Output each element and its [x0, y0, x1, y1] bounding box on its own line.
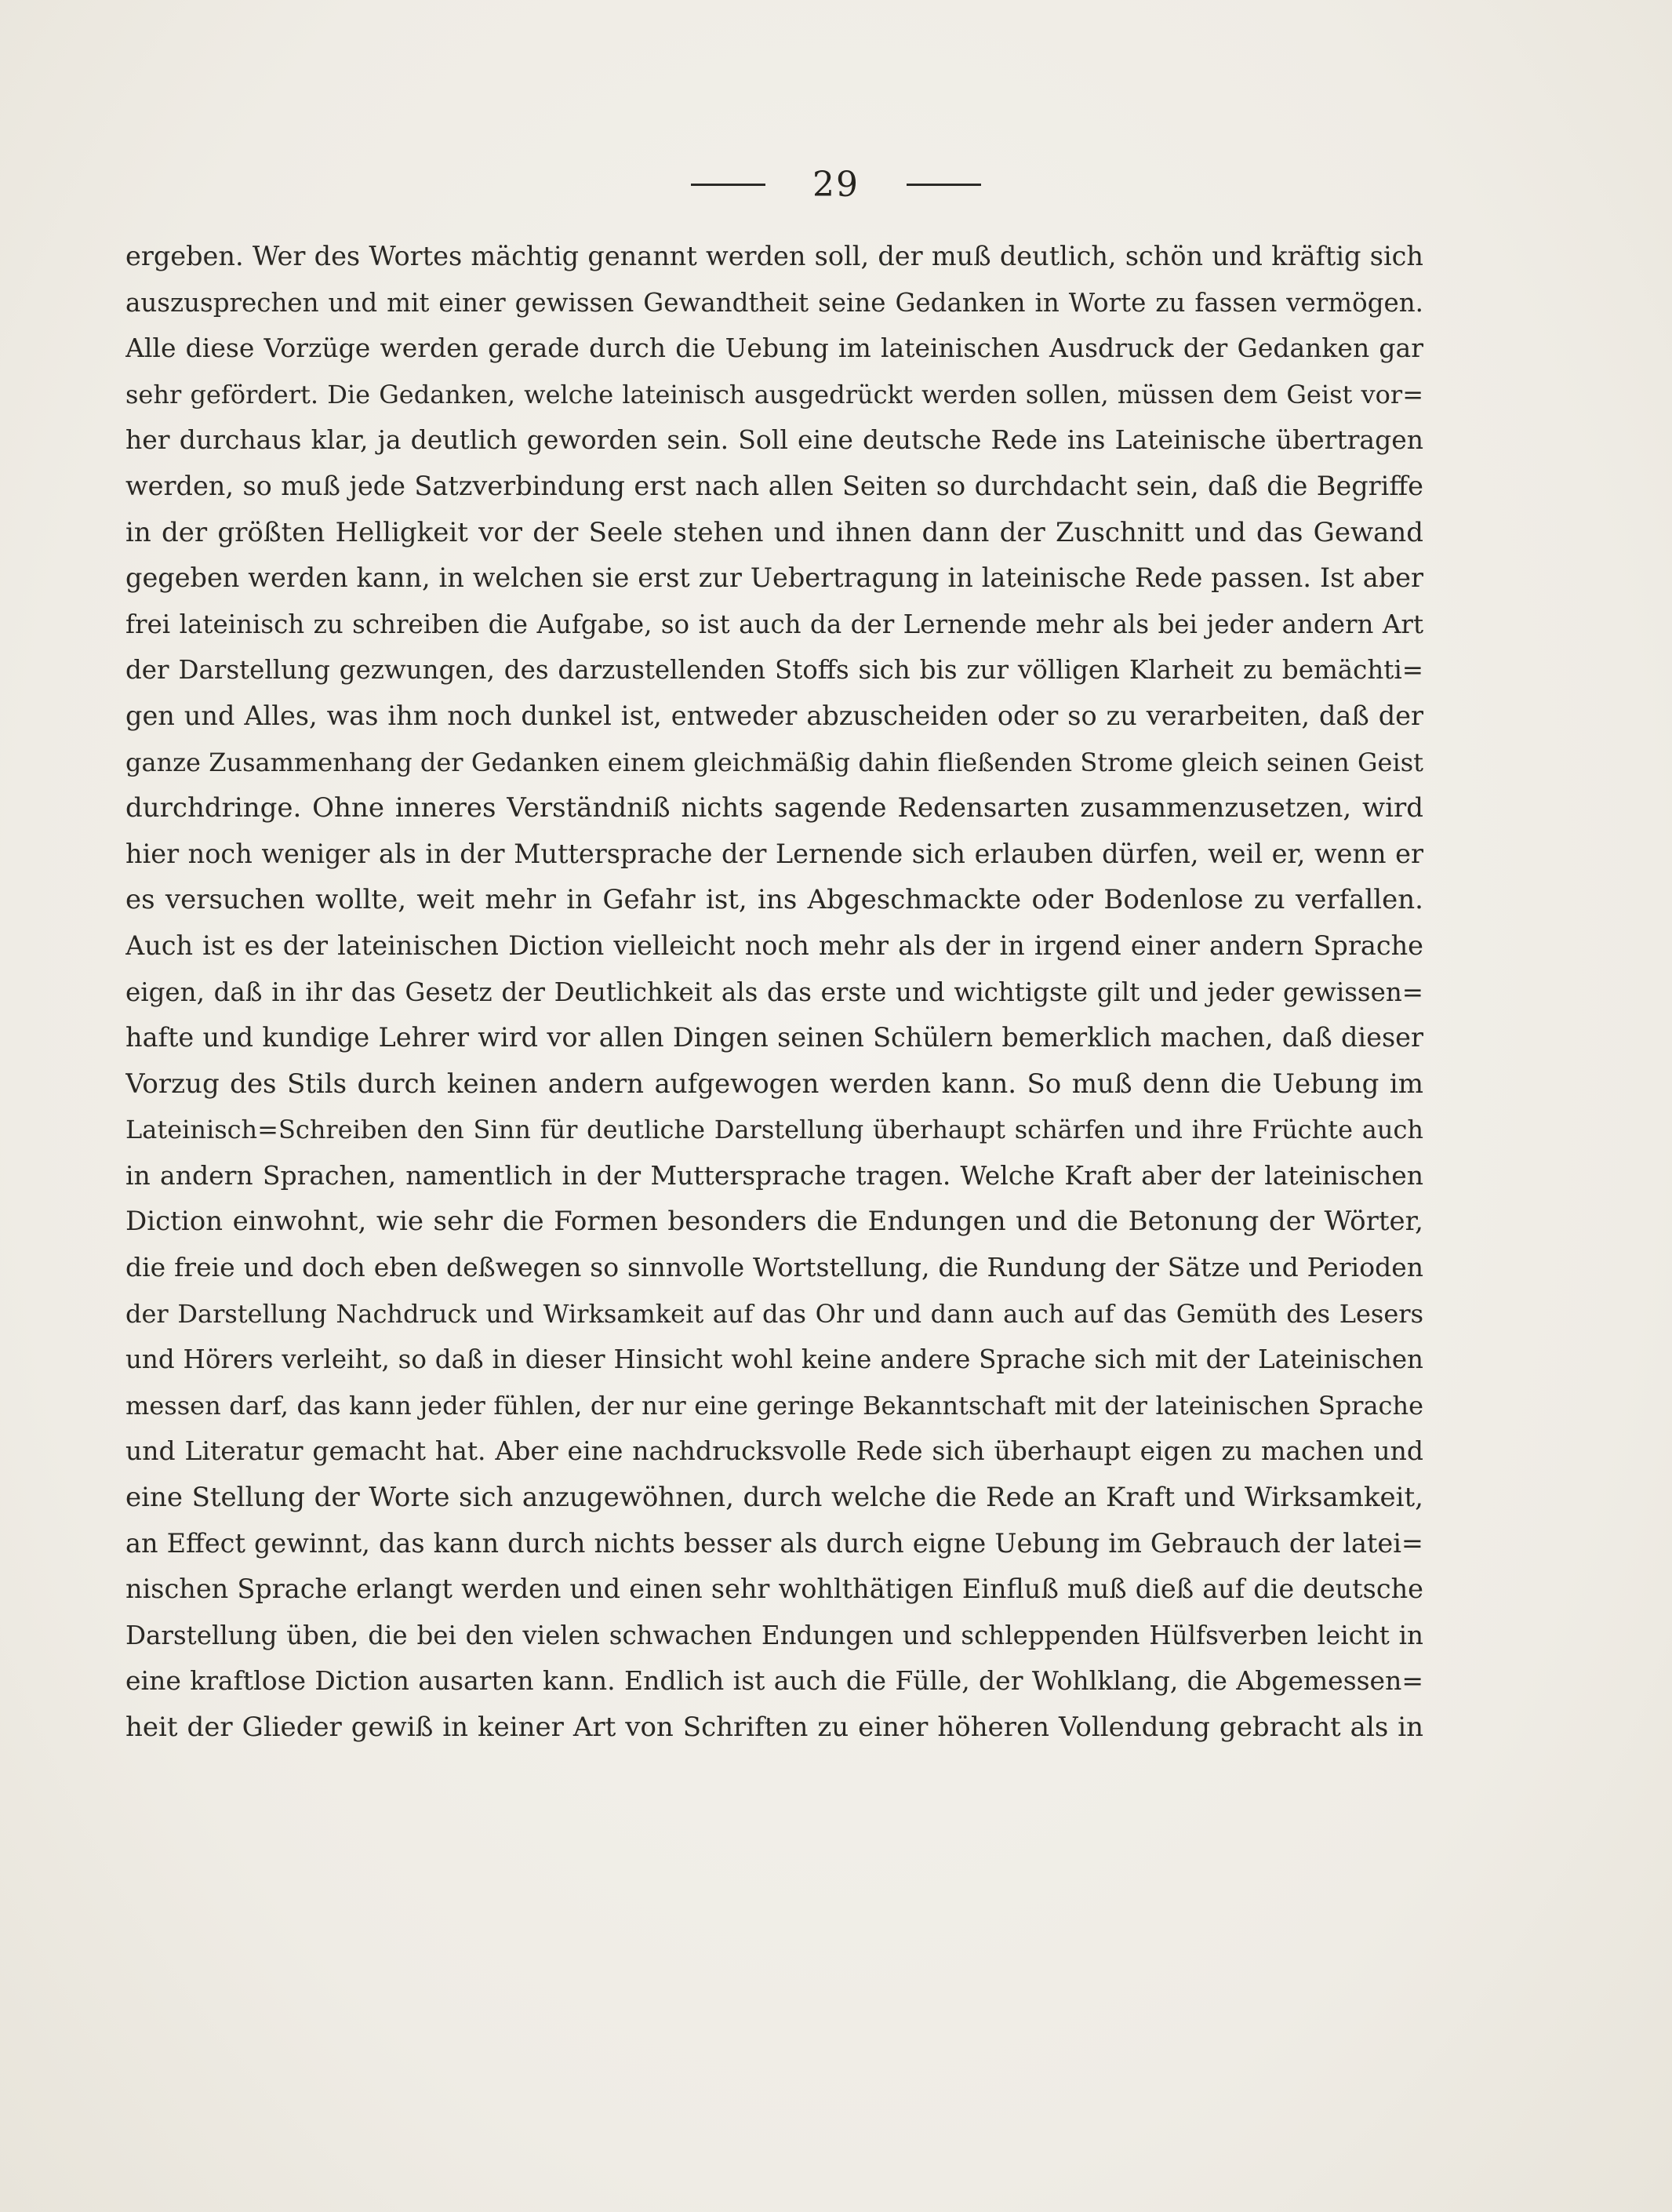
text-line: ergeben. Wer des Wortes mächtig genannt werden soll, der muß deutlich, schön und kräftig sich	[125, 241, 1423, 271]
text-line: und Hörers verleiht, so daß in dieser Hinsicht wohl keine andere Sprache sich mit der Lateinischen	[125, 1344, 1423, 1375]
text-line: werden, so muß jede Satzverbindung erst nach allen Seiten so durchdacht sein, daß die Begriffe	[125, 470, 1423, 501]
left-rule	[691, 184, 765, 186]
text-line: her durchaus klar, ja deutlich geworden sein. Soll eine deutsche Rede ins Lateinische übertragen	[125, 424, 1423, 456]
text-line: in andern Sprachen, namentlich in der Muttersprache tragen. Welche Kraft aber der lateinischen	[125, 1159, 1423, 1191]
text-line: Lateinisch=Schreiben den Sinn für deutliche Darstellung überhaupt schärfen und ihre Früchte auch	[125, 1115, 1423, 1145]
body-text	[125, 234, 1423, 1751]
text-line: eine kraftlose Diction ausarten kann. Endlich ist auch die Fülle, der Wohlklang, die Abgemessen=	[125, 1665, 1423, 1697]
text-line: sehr gefördert. Die Gedanken, welche lateinisch ausgedrückt werden sollen, müssen dem Geist vor=	[125, 379, 1423, 409]
text-line: gegeben werden kann, in welchen sie erst zur Uebertragung in lateinische Rede passen. Ist aber	[125, 562, 1423, 594]
page-header	[0, 157, 1672, 212]
text-line: nischen Sprache erlangt werden und einen sehr wohlthätigen Einfluß muß dieß auf die deutsche	[125, 1574, 1423, 1605]
text-line: frei lateinisch zu schreiben die Aufgabe, so ist auch da der Lernende mehr als bei jeder andern Art	[125, 609, 1423, 639]
text-line: Alle diese Vorzüge werden gerade durch die Uebung im lateinischen Ausdruck der Gedanken gar	[125, 333, 1423, 364]
text-line: hafte und kundige Lehrer wird vor allen Dingen seinen Schülern bemerklich machen, daß dieser	[125, 1022, 1423, 1053]
text-line: in der größten Helligkeit vor der Seele stehen und ihnen dann der Zuschnitt und das Gewand	[125, 516, 1423, 548]
text-line: Darstellung üben, die bei den vielen schwachen Endungen und schleppenden Hülfsverben leicht in	[125, 1620, 1423, 1650]
text-line: die freie und doch eben deßwegen so sinnvolle Wortstellung, die Rundung der Sätze und Perioden	[125, 1252, 1423, 1283]
text-line: ganze Zusammenhang der Gedanken einem gleichmäßig dahin fließenden Strome gleich seinen Geist	[125, 747, 1423, 777]
text-line: an Effect gewinnt, das kann durch nichts besser als durch eigne Uebung im Gebrauch der latei=	[125, 1527, 1423, 1559]
text-line: der Darstellung gezwungen, des darzustellenden Stoffs sich bis zur völligen Klarheit zu bemächti=	[125, 655, 1423, 686]
text-line: gen und Alles, was ihm noch dunkel ist, entweder abzuscheiden oder so zu verarbeiten, daß der	[125, 700, 1423, 731]
text-line: heit der Glieder gewiß in keiner Art von Schriften zu einer höheren Vollendung gebracht als in	[125, 1712, 1423, 1743]
text-line: messen darf, das kann jeder fühlen, der nur eine geringe Bekanntschaft mit der lateinischen Sprache	[125, 1390, 1423, 1421]
text-line: Vorzug des Stils durch keinen andern aufgewogen werden kann. So muß denn die Uebung im	[125, 1068, 1423, 1100]
page-number: 29	[812, 164, 860, 205]
text-line: und Literatur gemacht hat. Aber eine nachdrucksvolle Rede sich überhaupt eigen zu machen und	[125, 1435, 1423, 1467]
text-line: eine Stellung der Worte sich anzugewöhnen, durch welche die Rede an Kraft und Wirksamkeit,	[125, 1482, 1423, 1514]
text-line: durchdringe. Ohne inneres Verständniß nichts sagende Redensarten zusammenzusetzen, wird	[125, 792, 1423, 824]
text-line: auszusprechen und mit einer gewissen Gewandtheit seine Gedanken in Worte zu fassen vermögen.	[125, 287, 1423, 318]
text-line: eigen, daß in ihr das Gesetz der Deutlichkeit als das erste und wichtigste gilt und jeder gewissen=	[125, 977, 1423, 1007]
text-line: hier noch weniger als in der Muttersprache der Lernende sich erlauben dürfen, weil er, wenn er	[125, 838, 1423, 869]
text-line: es versuchen wollte, weit mehr in Gefahr ist, ins Abgeschmackte oder Bodenlose zu verfallen.	[125, 884, 1423, 916]
right-rule	[907, 184, 981, 186]
text-line: Auch ist es der lateinischen Diction vielleicht noch mehr als der in irgend einer andern Sprache	[125, 930, 1423, 961]
text-line: Diction einwohnt, wie sehr die Formen besonders die Endungen und die Betonung der Wörter,	[125, 1206, 1423, 1238]
text-line: der Darstellung Nachdruck und Wirksamkeit auf das Ohr und dann auch auf das Gemüth des Lesers	[125, 1298, 1423, 1329]
